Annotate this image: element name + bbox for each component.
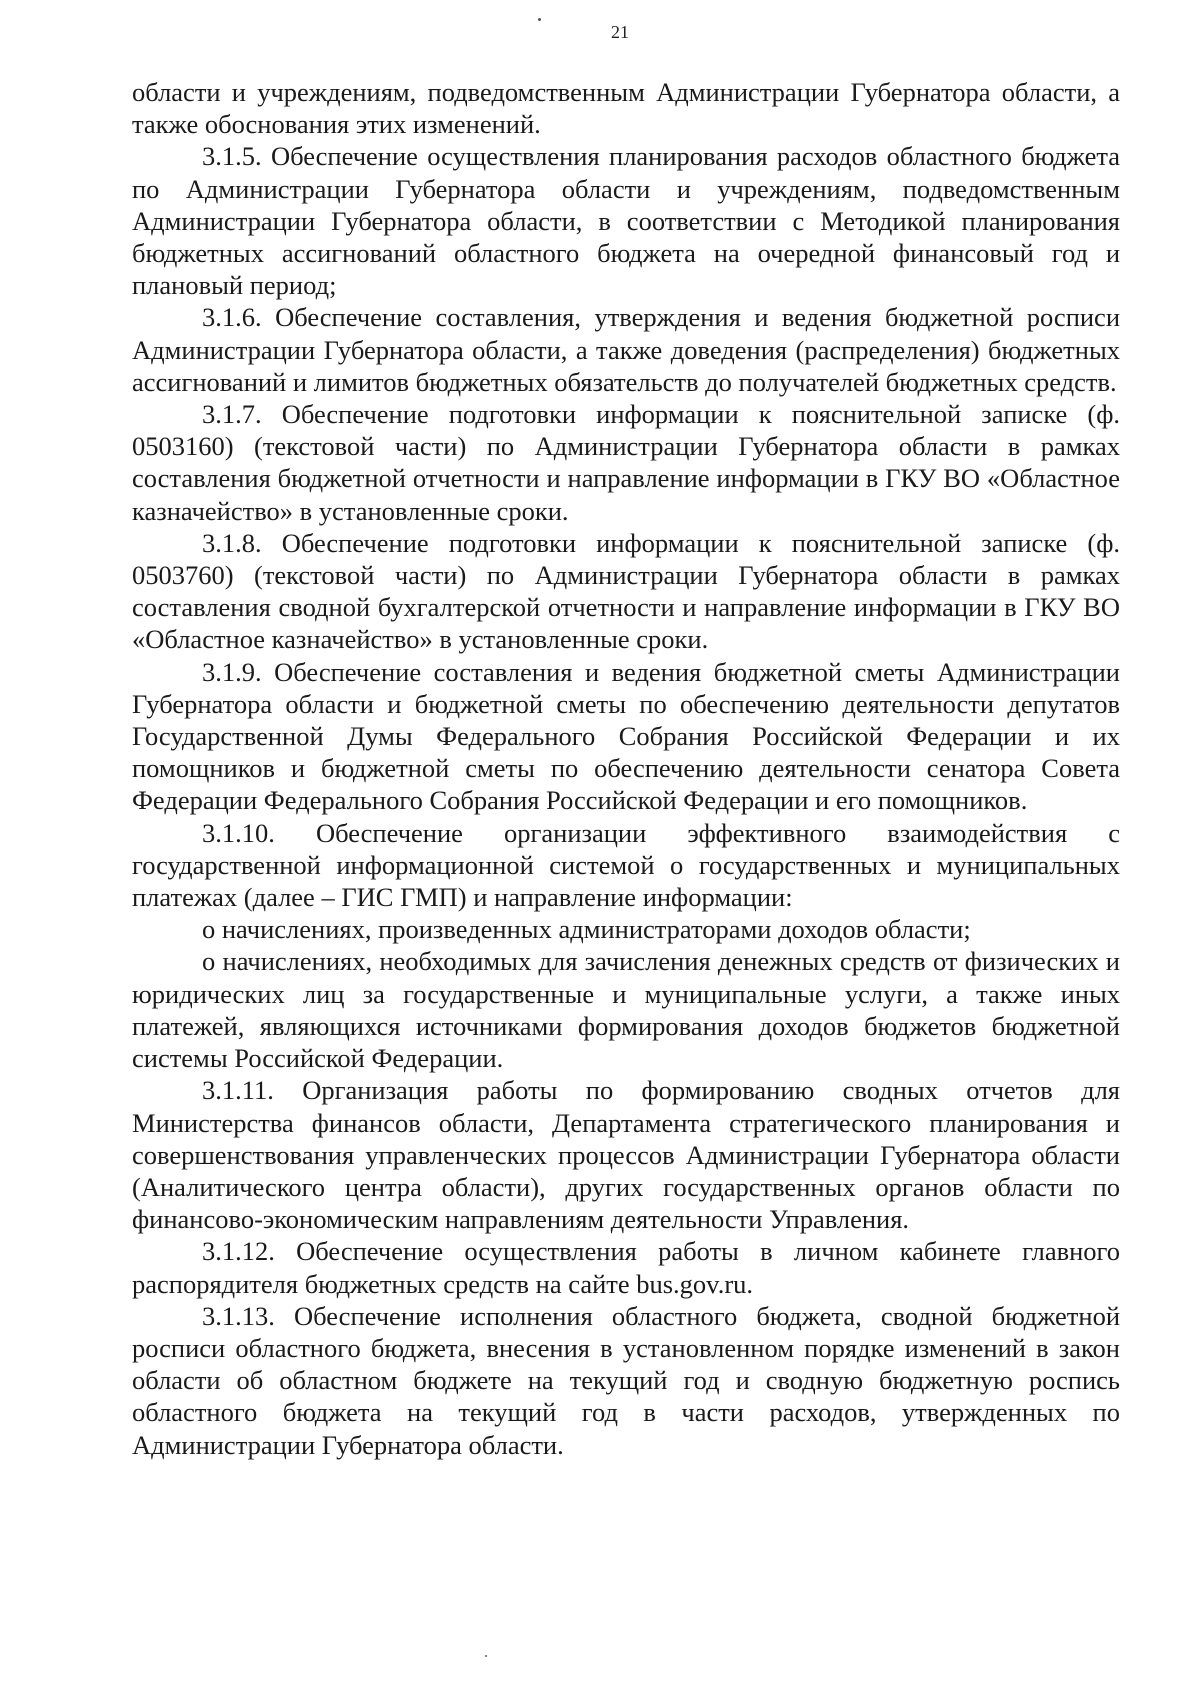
paragraph-3-1-10: 3.1.10. Обеспечение организации эффективного взаимодействия с государственной информационной системой о государственных и муниципальных платежах (далее – ГИС ГМП) и направление информации: — [132, 817, 1120, 913]
scan-speck — [538, 18, 541, 21]
paragraph-3-1-12: 3.1.12. Обеспечение осуществления работы в личном кабинете главного распорядителя бюджетных средств на сайте bus.gov.ru. — [132, 1236, 1120, 1299]
paragraph-3-1-8: 3.1.8. Обеспечение подготовки информации к пояснительной записке (ф. 0503760) (текстовой части) по Администрации Губернатора области в рамках составления сводной бухгалтерской отчетности и направление информации в ГКУ ВО «Областное казначейство» в установленные сроки. — [132, 527, 1120, 655]
paragraph-3-1-6: 3.1.6. Обеспечение составления, утверждения и ведения бюджетной росписи Администрации Губернатора области, а также доведения (распределения) бюджетных ассигнований и лимитов бюджетных обязательств до получателей бюджетных средств. — [132, 302, 1120, 397]
paragraph-3-1-11: 3.1.11. Организация работы по формированию сводных отчетов для Министерства финансов области, Департамента стратегического планирования и совершенствования управленческих процессов Администрации Губернатора области (Аналитического центра области), других государственных органов области по финансово-экономическим направлениям деятельности Управления. — [132, 1075, 1120, 1235]
scan-speck — [485, 1655, 487, 1657]
page-number: 21 — [611, 22, 629, 42]
paragraph-3-1-5: 3.1.5. Обеспечение осуществления планирования расходов областного бюджета по Администрации Губернатора области и учреждениям, подведомственным Администрации Губернатора области, в соответствии с Методикой планирования бюджетных ассигнований областного бюджета на очередной финансовый год и плановый период; — [132, 141, 1120, 301]
paragraph-3-1-13: 3.1.13. Обеспечение исполнения областного бюджета, сводной бюджетной росписи областного бюджета, внесения в установленном порядке изменений в закон области об областном бюджете на текущий год и сводную бюджетную роспись областного бюджета на текущий год в части расходов, утвержденных по Администрации Губернатора области. — [132, 1300, 1120, 1460]
list-item-accruals-required: о начислениях, необходимых для зачисления денежных средств от физических и юридических лиц за государственные и муниципальные услуги, а также иных платежей, являющихся источниками формирования доходов бюджетов бюджетной системы Российской Федерации. — [132, 946, 1120, 1074]
list-item-accruals-administrators: о начислениях, произведенных администраторами доходов области; — [202, 914, 971, 945]
document-body — [132, 76, 1120, 1461]
paragraph-3-1-7: 3.1.7. Обеспечение подготовки информации к пояснительной записке (ф. 0503160) (текстовой части) по Администрации Губернатора области в рамках составления бюджетной отчетности и направление информации в ГКУ ВО «Областное казначейство» в установленные сроки. — [132, 399, 1120, 526]
paragraph-continuation: области и учреждениям, подведомственным Администрации Губернатора области, а также обоснования этих изменений. — [132, 77, 1120, 140]
paragraph-3-1-9: 3.1.9. Обеспечение составления и ведения бюджетной сметы Администрации Губернатора области и бюджетной сметы по обеспечению деятельности депутатов Государственной Думы Федерального Собрания Российской Федерации и их помощников и бюджетной сметы по обеспечению деятельности сенатора Совета Федерации Федерального Собрания Российской Федерации и его помощников. — [132, 656, 1120, 816]
